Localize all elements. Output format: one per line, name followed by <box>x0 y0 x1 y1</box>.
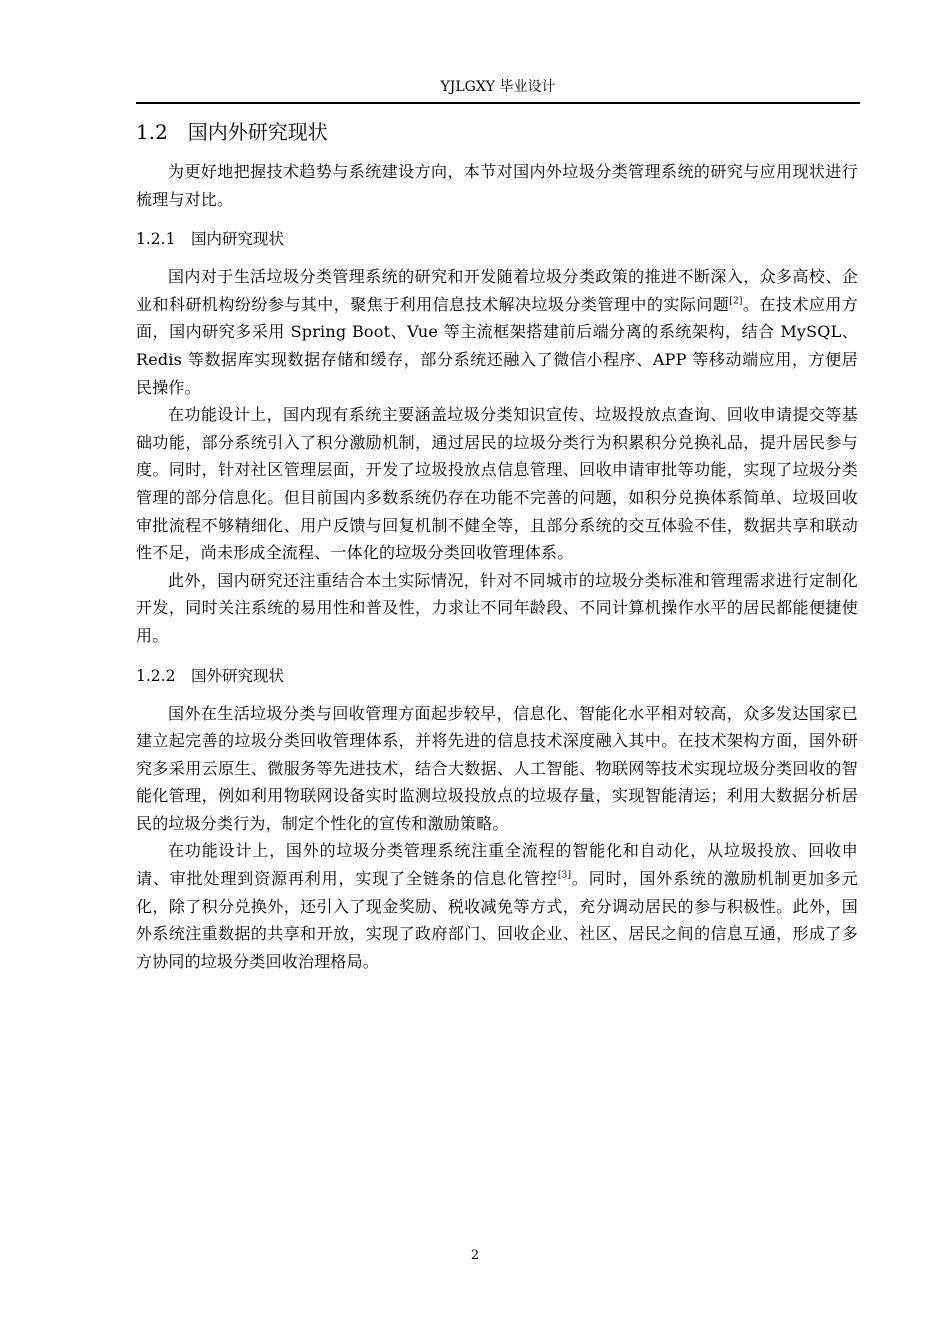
domestic-paragraph-3: 此外，国内研究还注重结合本土实际情况，针对不同城市的垃圾分类标准和管理需求进行定制化开发，同时关注系统的易用性和普及性，力求让不同年龄段、不同计算机操作水平的居民都能便捷使用。 <box>136 570 858 645</box>
domestic-paragraph-2: 在功能设计上，国内现有系统主要涵盖垃圾分类知识宣传、垃圾投放点查询、回收申请提交等基础功能，部分系统引入了积分激励机制，通过居民的垃圾分类行为积累积分兑换礼品，提升居民参与度。同时，针对社区管理层面，开发了垃圾投放点信息管理、回收申请审批等功能，实现了垃圾分类管理的部分信息化。但目前国内多数系统仍存在功能不完善的问题，如积分兑换体系简单、垃圾回收审批流程不够精细化、用户反馈与回复机制不健全等，且部分系统的交互体验不佳，数据共享和联动性不足，尚未形成全流程、一体化的垃圾分类回收管理体系。 <box>136 405 858 563</box>
domestic-paragraph-1-text-a: 国内对于生活垃圾分类管理系统的研究和开发随着垃圾分类政策的推进不断深入，众多高校、企业和科研机构纷纷参与其中，聚焦于利用信息技术解决垃圾分类管理中的实际问题 <box>136 267 858 314</box>
subsection-heading-foreign: 1.2.2 国外研究现状 <box>136 666 284 685</box>
subsection-heading-domestic: 1.2.1 国内研究现状 <box>136 230 284 249</box>
header-title: YJLGXY 毕业设计 <box>440 79 556 95</box>
domestic-paragraph-1-text-b: 。在技术应用方面，国内研究多采用 Spring Boot、Vue 等主流框架搭建前后端分离的系统架构，结合 MySQL、Redis 等数据库实现数据存储和缓存，部分系统还融入了微信小程序、APP 等移动端应用，方便居民操作。 <box>136 294 858 397</box>
section-intro-paragraph: 为更好地把握技术趋势与系统建设方向，本节对国内外垃圾分类管理系统的研究与应用现状进行梳理与对比。 <box>136 162 858 209</box>
section-heading: 1.2 国内外研究现状 <box>136 120 328 144</box>
citation-ref-3: [3] <box>557 870 572 881</box>
foreign-paragraph-2-text-b: 。同时，国外系统的激励机制更加多元化，除了积分兑换外，还引入了现金奖励、税收减免等方式，充分调动居民的参与积极性。此外，国外系统注重数据的共享和开放，实现了政府部门、回收企业、社区、居民之间的信息互通，形成了多方协同的垃圾分类回收治理格局。 <box>136 869 858 971</box>
document-body <box>136 116 858 975</box>
foreign-paragraph-2 <box>136 837 858 975</box>
citation-ref-2: [2] <box>729 296 743 307</box>
page-header <box>136 76 860 104</box>
page-number: 2 <box>470 1248 480 1263</box>
foreign-paragraph-1: 国外在生活垃圾分类与回收管理方面起步较早，信息化、智能化水平相对较高，众多发达国家已建立起完善的垃圾分类回收管理体系，并将先进的信息技术深度融入其中。在技术架构方面，国外研究多采用云原生、微服务等先进技术，结合大数据、人工智能、物联网等技术实现垃圾分类回收的智能化管理，例如利用物联网设备实时监测垃圾投放点的垃圾存量，实现智能清运；利用大数据分析居民的垃圾分类行为，制定个性化的宣传和激励策略。 <box>136 703 858 833</box>
domestic-paragraph-1 <box>136 263 858 401</box>
foreign-paragraph-2-text-a: 在功能设计上，国外的垃圾分类管理系统注重全流程的智能化和自动化，从垃圾投放、回收申请、审批处理到资源再利用，实现了全链条的信息化管控 <box>136 841 858 889</box>
